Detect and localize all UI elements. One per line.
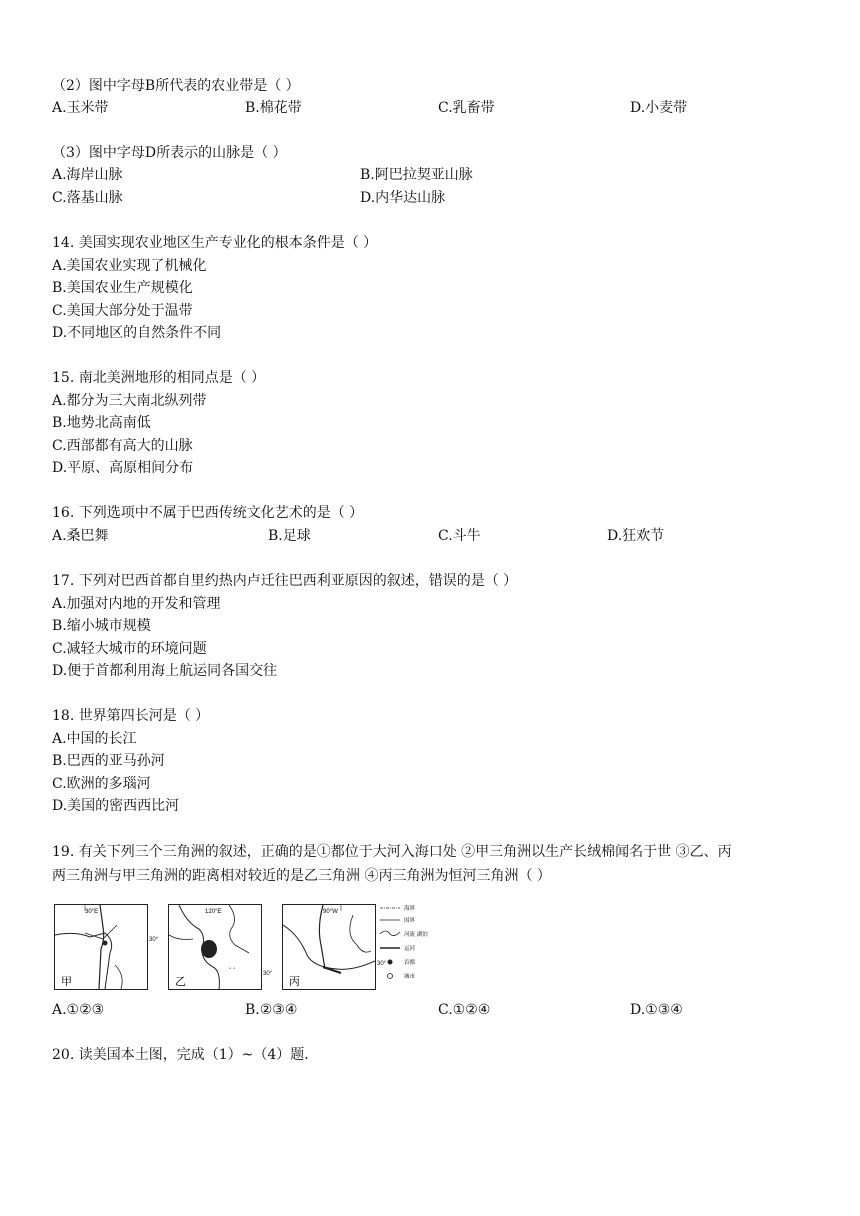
q13-2-option-b[interactable]: B.棉花带 (245, 100, 302, 116)
q15-option-a[interactable]: A.都分为三大南北纵列带 (52, 393, 207, 409)
legend-item: 河流 湖泊 (404, 932, 428, 938)
q16-option-b[interactable]: B.足球 (268, 528, 311, 544)
map-yi-lon: 120°E (205, 909, 222, 915)
question-19-stem-line2: 两三角洲与甲三角洲的距离相对较近的是乙三角洲 ④丙三角洲为恒河三角洲（ ） (52, 868, 551, 884)
map-yi (168, 904, 273, 990)
q18-option-c[interactable]: C.欧洲的多瑙河 (52, 776, 151, 792)
q19-option-c[interactable]: C.①②④ (438, 1002, 491, 1018)
question-16-stem: 16. 下列选项中不属于巴西传统文化艺术的是（ ） (52, 505, 364, 521)
q17-option-c[interactable]: C.减轻大城市的环境问题 (52, 641, 207, 657)
map-jia-label: 甲 (61, 975, 72, 988)
map-bing-label: 丙 (289, 975, 300, 988)
question-20-stem: 20. 读美国本土图，完成（1）~（4）题. (52, 1047, 309, 1063)
q13-3-option-a[interactable]: A.海岸山脉 (52, 167, 123, 183)
q14-option-d[interactable]: D.不同地区的自然条件不同 (52, 325, 222, 341)
q13-3-option-c[interactable]: C.落基山脉 (52, 190, 123, 206)
map-legend (378, 898, 448, 993)
question-19-stem-line1: 19. 有关下列三个三角洲的叙述，正确的是①都位于大河入海口处 ②甲三角洲以生产长绒棉闻名于世 ③乙、丙 (52, 844, 732, 860)
q13-2-option-a[interactable]: A.玉米带 (52, 100, 109, 116)
q16-option-d[interactable]: D.狂欢节 (607, 528, 665, 544)
map-jia-lon: 30°E (85, 909, 99, 915)
q15-option-c[interactable]: C.西部都有高大的山脉 (52, 438, 193, 454)
q18-option-b[interactable]: B.巴西的亚马孙河 (52, 753, 165, 769)
q14-option-a[interactable]: A.美国农业实现了机械化 (52, 258, 207, 274)
q18-option-a[interactable]: A.中国的长江 (52, 731, 137, 747)
map-bing-lat: 30° (377, 961, 387, 967)
map-jia-drawing (55, 905, 147, 989)
map-jia (54, 904, 159, 990)
q19-option-a[interactable]: A.①②③ (52, 1002, 105, 1018)
map-bing (282, 904, 387, 990)
q13-3-option-b[interactable]: B.阿巴拉契亚山脉 (360, 167, 473, 183)
question-13-2-stem: （2）图中字母B所代表的农业带是（ ） (52, 78, 300, 94)
q15-option-d[interactable]: D.平原、高原相间分布 (52, 460, 194, 476)
q16-option-a[interactable]: A.桑巴舞 (52, 528, 109, 544)
legend-item: 海界 (404, 906, 416, 912)
legend-item: 国界 (404, 918, 416, 924)
q14-option-c[interactable]: C.美国大部分处于温带 (52, 303, 193, 319)
legend-item: 运河 (404, 946, 416, 952)
q19-option-d[interactable]: D.①③④ (630, 1002, 683, 1018)
map-yi-lat: 30° (263, 971, 273, 977)
q13-2-option-c[interactable]: C.乳畜带 (438, 100, 495, 116)
map-yi-label: 乙 (175, 975, 186, 988)
map-legend-drawing (378, 898, 448, 993)
question-17-stem: 17. 下列对巴西首都自里约热内卢迁往巴西利亚原因的叙述，错误的是（ ） (52, 573, 518, 589)
q17-option-a[interactable]: A.加强对内地的开发和管理 (52, 596, 221, 612)
q17-option-b[interactable]: B.缩小城市规模 (52, 618, 151, 634)
question-18-stem: 18. 世界第四长河是（ ） (52, 708, 210, 724)
q19-option-b[interactable]: B.②③④ (245, 1002, 298, 1018)
q17-option-d[interactable]: D.便于首都利用海上航运同各国交往 (52, 663, 278, 679)
q18-option-d[interactable]: D.美国的密西西比河 (52, 798, 180, 814)
question-13-3-stem: （3）图中字母D所表示的山脉是（ ） (52, 145, 287, 161)
question-14-stem: 14. 美国实现农业地区生产专业化的根本条件是（ ） (52, 235, 378, 251)
map-jia-lat: 30° (149, 937, 159, 943)
q13-3-option-d[interactable]: D.内华达山脉 (360, 190, 446, 206)
map-yi-drawing (169, 905, 261, 989)
map-bing-drawing (283, 905, 375, 989)
legend-item: 城市 (404, 974, 416, 980)
q16-option-c[interactable]: C.斗牛 (438, 528, 481, 544)
q15-option-b[interactable]: B.地势北高南低 (52, 415, 151, 431)
q13-2-option-d[interactable]: D.小麦带 (630, 100, 688, 116)
legend-item: 首都 (404, 960, 416, 966)
delta-maps-figure (52, 898, 432, 993)
question-15-stem: 15. 南北美洲地形的相同点是（ ） (52, 370, 266, 386)
map-bing-lon: 90°W (323, 909, 338, 915)
svg-text:° °: ° ° (229, 967, 236, 973)
q14-option-b[interactable]: B.美国农业生产规模化 (52, 280, 193, 296)
